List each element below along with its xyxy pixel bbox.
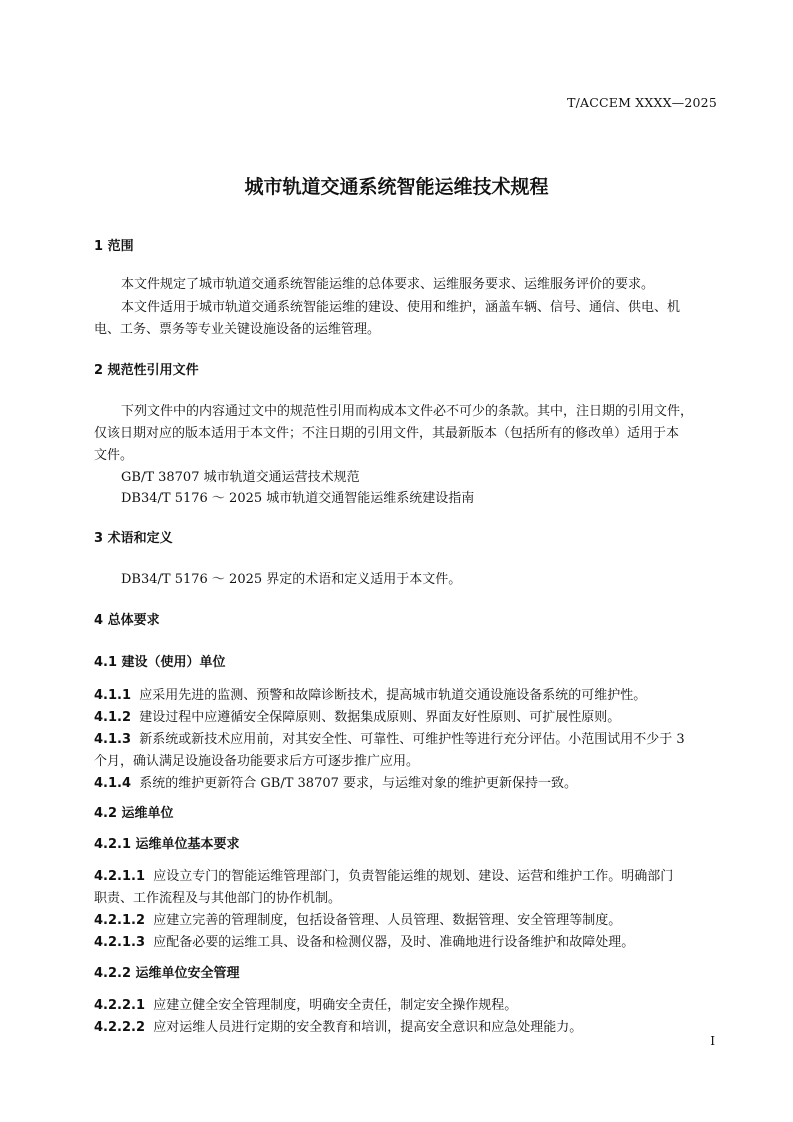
clause-text: 新系统或新技术应用前，对其安全性、可靠性、可维护性等进行充分评估。小范围试用不少于 3 <box>139 732 685 747</box>
clause-number: 4.1.4 <box>94 776 132 791</box>
clause-text: 应建立完善的管理制度，包括设备管理、人员管理、数据管理、安全管理等制度。 <box>153 913 622 928</box>
subsection-4-2-2-heading: 4.2.2 运维单位安全管理 <box>94 966 240 981</box>
clause-4-2-1-1 <box>94 865 673 884</box>
section-1-para-2-line-2: 电、工务、票务等专业关键设施设备的运维管理。 <box>94 322 381 337</box>
clause-number: 4.1.2 <box>94 710 132 725</box>
doc-code: T/ACCEM XXXX—2025 <box>567 95 717 110</box>
clause-text: 应采用先进的监测、预警和故障诊断技术，提高城市轨道交通设施设备系统的可维护性。 <box>139 688 647 703</box>
clause-text: 建设过程中应遵循安全保障原则、数据集成原则、界面友好性原则、可扩展性原则。 <box>139 710 621 725</box>
reference-1: GB/T 38707 城市轨道交通运营技术规范 <box>121 470 360 485</box>
section-1-para-2-line-1: 本文件适用于城市轨道交通系统智能运维的建设、使用和维护，涵盖车辆、信号、通信、供电、机 <box>121 300 681 315</box>
clause-4-2-1-3 <box>94 931 634 950</box>
clause-text: 应对运维人员进行定期的安全教育和培训，提高安全意识和应急处理能力。 <box>153 1020 583 1035</box>
clause-number: 4.2.2.2 <box>94 1020 145 1035</box>
clause-number: 4.2.2.1 <box>94 998 145 1013</box>
clause-number: 4.2.1.3 <box>94 935 145 950</box>
section-4-heading: 4 总体要求 <box>94 613 160 628</box>
section-2-heading: 2 规范性引用文件 <box>94 363 199 378</box>
clause-4-1-1 <box>94 684 646 703</box>
clause-4-2-1-2 <box>94 909 621 928</box>
subsection-4-2-1-heading: 4.2.1 运维单位基本要求 <box>94 837 240 852</box>
page-number: I <box>710 1034 715 1048</box>
clause-4-2-2-2 <box>94 1016 582 1035</box>
page-title: 城市轨道交通系统智能运维技术规程 <box>244 176 549 198</box>
section-3-para: DB34/T 5176 ～ 2025 界定的术语和定义适用于本文件。 <box>121 572 462 587</box>
clause-text: 应配备必要的运维工具、设备和检测仪器，及时、准确地进行设备维护和故障处理。 <box>153 935 635 950</box>
section-2-para-line-2: 仅该日期对应的版本适用于本文件；不注日期的引用文件，其最新版本（包括所有的修改单）适用于本 <box>94 426 680 441</box>
subsection-4-2-heading: 4.2 运维单位 <box>94 806 174 821</box>
clause-4-2-1-1-line-2: 职责、工作流程及与其他部门的协作机制。 <box>94 891 342 906</box>
reference-2: DB34/T 5176 ～ 2025 城市轨道交通智能运维系统建设指南 <box>121 491 475 506</box>
subsection-4-1-heading: 4.1 建设（使用）单位 <box>94 655 226 670</box>
clause-4-1-4 <box>94 772 577 791</box>
clause-4-1-3 <box>94 728 685 747</box>
section-1-para-1: 本文件规定了城市轨道交通系统智能运维的总体要求、运维服务要求、运维服务评价的要求。 <box>121 277 655 292</box>
clause-text: 系统的维护更新符合 GB/T 38707 要求，与运维对象的维护更新保持一致。 <box>139 776 578 791</box>
clause-4-1-3-line-2: 个月，确认满足设施设备功能要求后方可逐步推广应用。 <box>94 754 420 769</box>
clause-4-2-2-1 <box>94 994 517 1013</box>
clause-number: 4.1.1 <box>94 688 132 703</box>
clause-text: 应设立专门的智能运维管理部门，负责智能运维的规划、建设、运营和维护工作。明确部门 <box>153 869 674 884</box>
section-2-para-line-1: 下列文件中的内容通过文中的规范性引用而构成本文件必不可少的条款。其中，注日期的引用文件， <box>121 404 694 419</box>
section-2-para-line-3: 文件。 <box>94 448 134 463</box>
clause-text: 应建立健全安全管理制度，明确安全责任，制定安全操作规程。 <box>153 998 518 1013</box>
section-3-heading: 3 术语和定义 <box>94 531 173 546</box>
clause-number: 4.2.1.1 <box>94 869 145 884</box>
clause-number: 4.2.1.2 <box>94 913 145 928</box>
section-1-heading: 1 范围 <box>94 239 134 254</box>
clause-4-1-2 <box>94 706 620 725</box>
clause-number: 4.1.3 <box>94 732 132 747</box>
